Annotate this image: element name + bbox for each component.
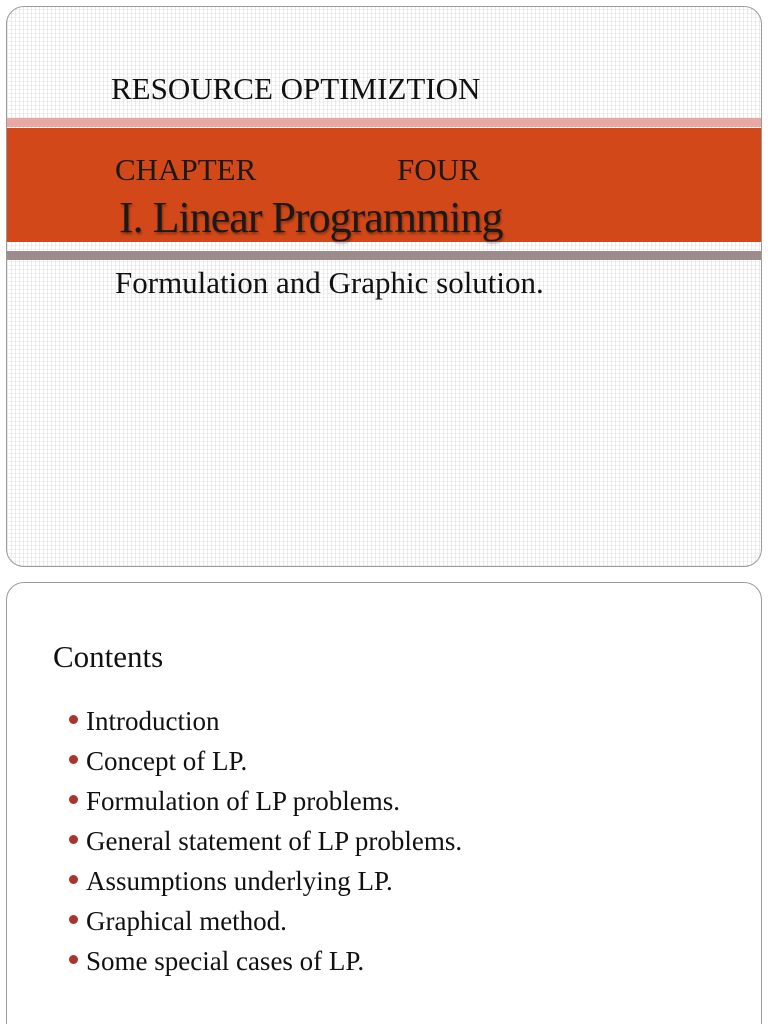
list-item-label: Graphical method. [86,905,287,936]
list-item [69,701,462,741]
list-item [69,901,462,941]
list-item-label: Some special cases of LP. [86,945,365,976]
bullet-icon [69,915,78,924]
list-item [69,781,462,821]
contents-slide [6,582,762,1024]
bullet-icon [69,715,78,724]
chapter-subtitle: Formulation and Graphic solution. [115,265,544,300]
list-item-label: General statement of LP problems. [86,825,463,856]
list-item-label: Introduction [86,705,220,736]
gray-divider-band [7,251,761,260]
bullet-icon [69,835,78,844]
bullet-icon [69,755,78,764]
contents-title: Contents [53,639,164,674]
chapter-banner [7,128,761,242]
bullet-icon [69,795,78,804]
bullet-icon [69,875,78,884]
list-item [69,861,462,901]
chapter-title: I. Linear Programming [119,193,503,242]
chapter-label: CHAPTER [115,152,257,187]
bullet-icon [69,955,78,964]
list-item [69,941,462,981]
course-header: RESOURCE OPTIMIZTION [111,71,481,106]
list-item-label: Formulation of LP problems. [86,785,400,816]
list-item [69,741,462,781]
chapter-number: FOUR [397,152,480,187]
list-item [69,821,462,861]
list-item-label: Assumptions underlying LP. [86,865,393,896]
title-slide [6,6,762,567]
contents-list [69,701,462,981]
pink-divider-band [7,118,761,127]
list-item-label: Concept of LP. [86,745,248,776]
